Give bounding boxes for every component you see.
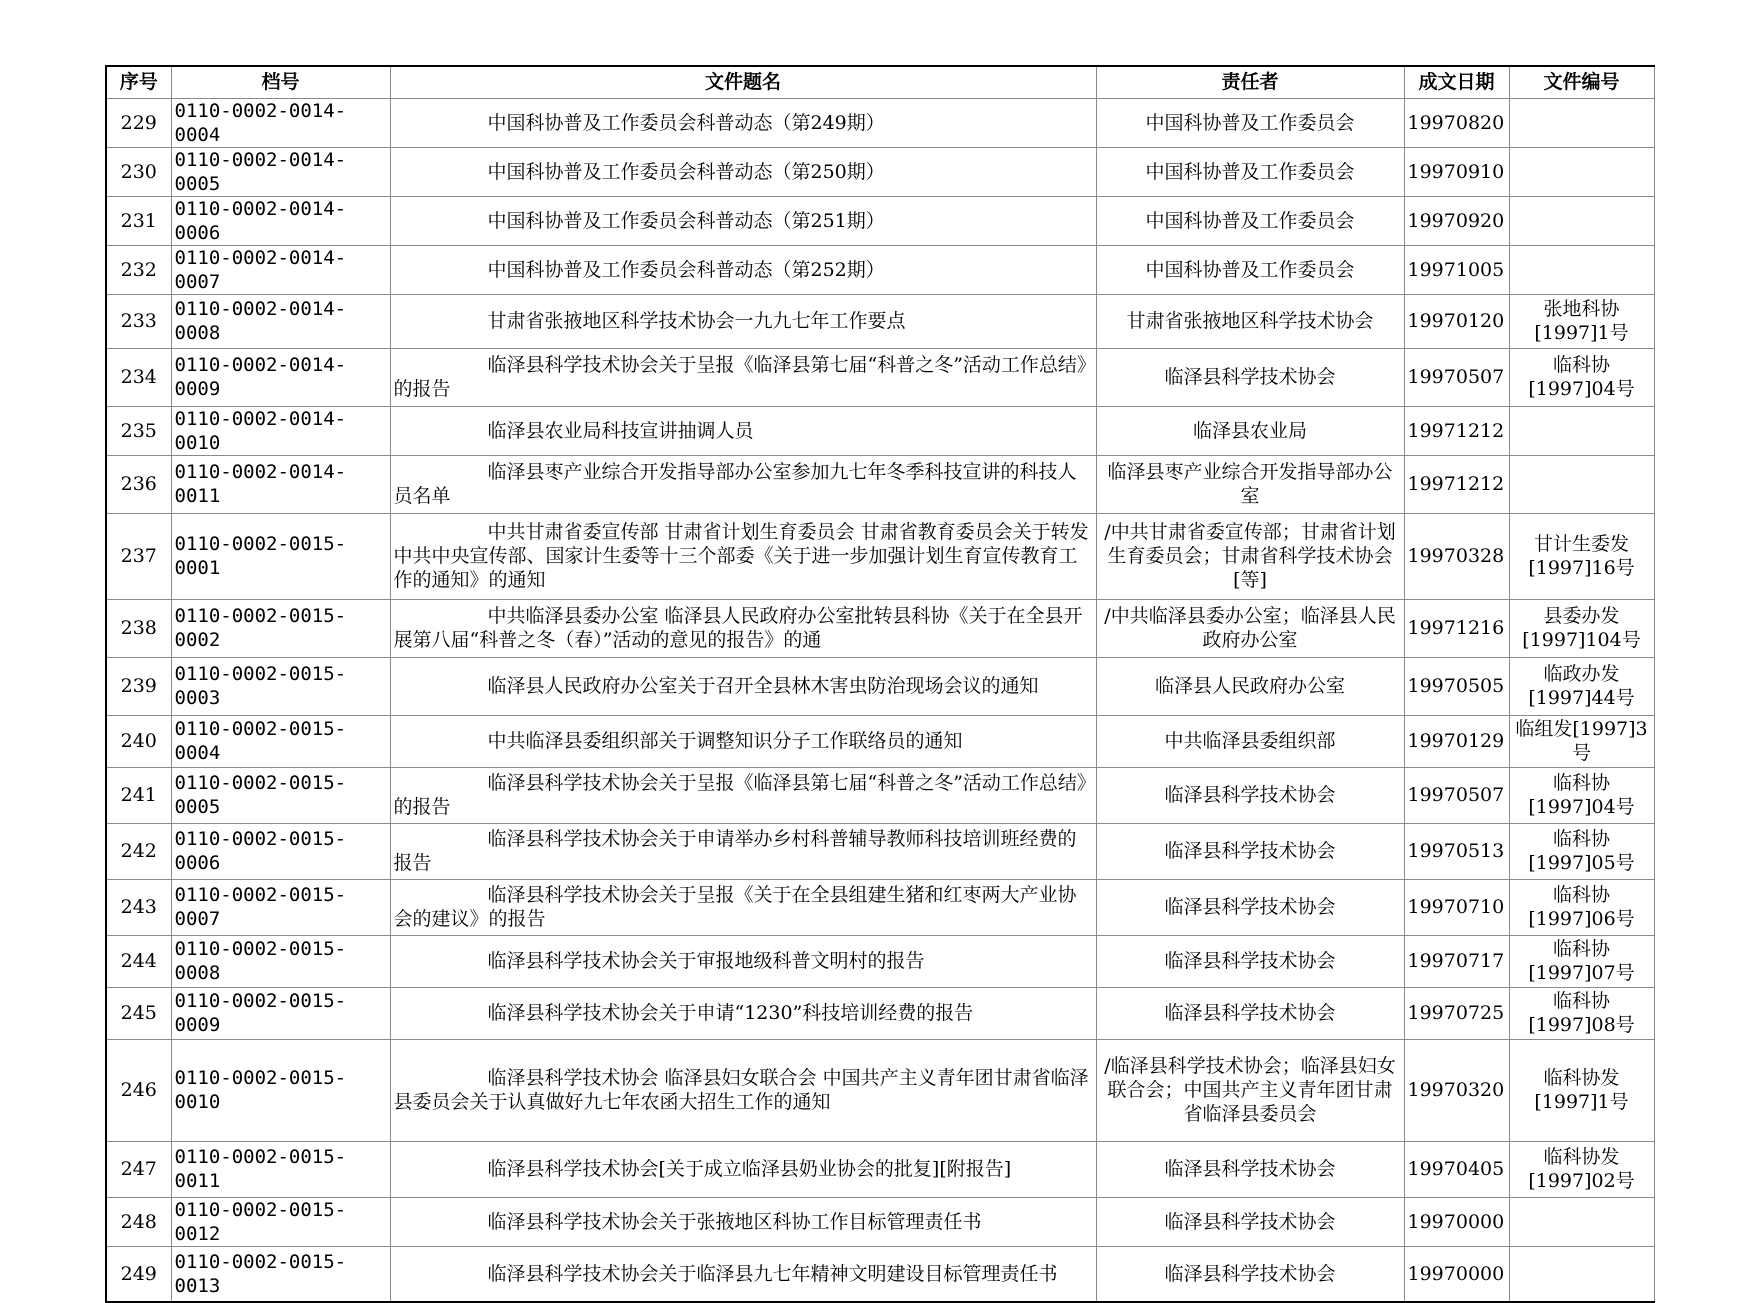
cell-document-date: 19970000 [1404, 1246, 1509, 1302]
cell-responsible-party: 临泽县科学技术协会 [1096, 1246, 1404, 1302]
table-row [106, 767, 1654, 823]
cell-document-date: 19970320 [1404, 1039, 1509, 1141]
file-title-text: 中国科协普及工作委员会科普动态（第251期） [487, 209, 885, 232]
cell-file-title [390, 823, 1096, 879]
table-row [106, 245, 1654, 294]
file-title-text: 中国科协普及工作委员会科普动态（第249期） [487, 111, 885, 134]
cell-archive-number: 0110-0002-0015-0007 [171, 879, 390, 935]
cell-document-date: 19970129 [1404, 715, 1509, 767]
table-row [106, 935, 1654, 987]
cell-file-number: 临科协发[1997]02号 [1509, 1141, 1654, 1197]
archive-catalog-table [105, 65, 1655, 1303]
table-row [106, 147, 1654, 196]
cell-file-number [1509, 1197, 1654, 1246]
cell-archive-number: 0110-0002-0015-0010 [171, 1039, 390, 1141]
file-title-text: 临泽县科学技术协会关于张掖地区科协工作目标管理责任书 [487, 1210, 982, 1233]
cell-file-title [390, 1039, 1096, 1141]
cell-file-title [390, 196, 1096, 245]
file-title-text: 临泽县枣产业综合开发指导部办公室参加九七年冬季科技宣讲的科技人员名单 [393, 461, 1077, 507]
header-file-title: 文件题名 [390, 66, 1096, 98]
table-row [106, 513, 1654, 599]
cell-archive-number: 0110-0002-0014-0010 [171, 406, 390, 455]
table-row [106, 879, 1654, 935]
cell-archive-number: 0110-0002-0014-0007 [171, 245, 390, 294]
cell-document-date: 19970328 [1404, 513, 1509, 599]
cell-document-date: 19970910 [1404, 147, 1509, 196]
table-row [106, 98, 1654, 147]
cell-document-date: 19970507 [1404, 348, 1509, 406]
cell-file-number: 甘计生委发[1997]16号 [1509, 513, 1654, 599]
cell-seq: 243 [106, 879, 171, 935]
cell-responsible-party: 中国科协普及工作委员会 [1096, 245, 1404, 294]
cell-seq: 233 [106, 294, 171, 348]
file-title-text: 临泽县科学技术协会关于呈报《临泽县第七届“科普之冬”活动工作总结》的报告 [393, 354, 1087, 400]
cell-file-title [390, 599, 1096, 657]
cell-responsible-party: /中共甘肃省委宣传部；甘肃省计划生育委员会；甘肃省科学技术协会[等] [1096, 513, 1404, 599]
table-row [106, 406, 1654, 455]
cell-file-title [390, 1141, 1096, 1197]
file-title-text: 中国科协普及工作委员会科普动态（第250期） [487, 160, 885, 183]
cell-file-title [390, 348, 1096, 406]
cell-responsible-party: /中共临泽县委办公室；临泽县人民政府办公室 [1096, 599, 1404, 657]
cell-file-title [390, 455, 1096, 513]
cell-document-date: 19971005 [1404, 245, 1509, 294]
cell-archive-number: 0110-0002-0015-0004 [171, 715, 390, 767]
file-title-text: 临泽县科学技术协会关于审报地级科普文明村的报告 [487, 950, 925, 972]
file-title-text: 中共临泽县委组织部关于调整知识分子工作联络员的通知 [487, 730, 963, 752]
cell-responsible-party: 临泽县枣产业综合开发指导部办公室 [1096, 455, 1404, 513]
file-title-text: 中共甘肃省委宣传部 甘肃省计划生育委员会 甘肃省教育委员会关于转发中共中央宣传部、国家计生委等十三个部委《关于进一步加强计划生育宣传教育工作的通知》的通知 [393, 521, 1089, 591]
table-row [106, 987, 1654, 1039]
cell-seq: 237 [106, 513, 171, 599]
cell-file-number [1509, 406, 1654, 455]
file-title-text: 临泽县科学技术协会 临泽县妇女联合会 中国共产主义青年团甘肃省临泽县委员会关于认真做好九七年农函大招生工作的通知 [393, 1067, 1089, 1113]
cell-document-date: 19970717 [1404, 935, 1509, 987]
cell-file-number: 临科协发[1997]1号 [1509, 1039, 1654, 1141]
cell-responsible-party: 中国科协普及工作委员会 [1096, 196, 1404, 245]
table-row [106, 657, 1654, 715]
cell-seq: 231 [106, 196, 171, 245]
cell-responsible-party: 临泽县科学技术协会 [1096, 1197, 1404, 1246]
file-title-text: 临泽县科学技术协会关于临泽县九七年精神文明建设目标管理责任书 [487, 1262, 1058, 1285]
file-title-text: 临泽县科学技术协会[关于成立临泽县奶业协会的批复][附报告] [487, 1158, 1012, 1180]
header-document-date: 成文日期 [1404, 66, 1509, 98]
cell-seq: 242 [106, 823, 171, 879]
cell-responsible-party: 临泽县科学技术协会 [1096, 1141, 1404, 1197]
cell-file-number [1509, 1246, 1654, 1302]
file-title-text: 临泽县科学技术协会关于呈报《临泽县第七届“科普之冬”活动工作总结》的报告 [393, 772, 1087, 818]
header-responsible-party: 责任者 [1096, 66, 1404, 98]
table-row [106, 599, 1654, 657]
cell-document-date: 19970405 [1404, 1141, 1509, 1197]
cell-document-date: 19970000 [1404, 1197, 1509, 1246]
table-row [106, 823, 1654, 879]
cell-responsible-party: 临泽县科学技术协会 [1096, 935, 1404, 987]
cell-seq: 248 [106, 1197, 171, 1246]
cell-responsible-party: /临泽县科学技术协会；临泽县妇女联合会；中国共产主义青年团甘肃省临泽县委员会 [1096, 1039, 1404, 1141]
cell-seq: 236 [106, 455, 171, 513]
table-body [106, 98, 1654, 1302]
cell-seq: 229 [106, 98, 171, 147]
cell-seq: 230 [106, 147, 171, 196]
cell-file-number: 张地科协[1997]1号 [1509, 294, 1654, 348]
cell-archive-number: 0110-0002-0015-0008 [171, 935, 390, 987]
cell-document-date: 19970725 [1404, 987, 1509, 1039]
cell-responsible-party: 临泽县科学技术协会 [1096, 879, 1404, 935]
table-row [106, 1141, 1654, 1197]
cell-file-title [390, 406, 1096, 455]
cell-file-number: 临科协[1997]04号 [1509, 767, 1654, 823]
cell-seq: 245 [106, 987, 171, 1039]
cell-archive-number: 0110-0002-0015-0002 [171, 599, 390, 657]
cell-seq: 247 [106, 1141, 171, 1197]
cell-document-date: 19970710 [1404, 879, 1509, 935]
cell-document-date: 19970820 [1404, 98, 1509, 147]
cell-document-date: 19970120 [1404, 294, 1509, 348]
header-file-number: 文件编号 [1509, 66, 1654, 98]
cell-responsible-party: 临泽县科学技术协会 [1096, 823, 1404, 879]
cell-archive-number: 0110-0002-0015-0006 [171, 823, 390, 879]
table-row [106, 294, 1654, 348]
cell-archive-number: 0110-0002-0015-0011 [171, 1141, 390, 1197]
cell-archive-number: 0110-0002-0014-0004 [171, 98, 390, 147]
cell-file-number: 县委办发[1997]104号 [1509, 599, 1654, 657]
cell-seq: 249 [106, 1246, 171, 1302]
cell-seq: 246 [106, 1039, 171, 1141]
cell-archive-number: 0110-0002-0014-0006 [171, 196, 390, 245]
table-row [106, 1039, 1654, 1141]
cell-document-date: 19970507 [1404, 767, 1509, 823]
cell-responsible-party: 中国科协普及工作委员会 [1096, 98, 1404, 147]
cell-archive-number: 0110-0002-0014-0009 [171, 348, 390, 406]
cell-file-title [390, 294, 1096, 348]
cell-file-title [390, 767, 1096, 823]
cell-responsible-party: 临泽县科学技术协会 [1096, 348, 1404, 406]
cell-seq: 239 [106, 657, 171, 715]
cell-document-date: 19970513 [1404, 823, 1509, 879]
file-title-text: 临泽县农业局科技宣讲抽调人员 [487, 419, 754, 442]
file-title-text: 临泽县人民政府办公室关于召开全县林木害虫防治现场会议的通知 [487, 675, 1039, 697]
cell-archive-number: 0110-0002-0015-0001 [171, 513, 390, 599]
cell-file-number [1509, 455, 1654, 513]
file-title-text: 甘肃省张掖地区科学技术协会一九九七年工作要点 [487, 310, 906, 332]
cell-document-date: 19970920 [1404, 196, 1509, 245]
cell-file-title [390, 245, 1096, 294]
cell-file-number: 临科协[1997]04号 [1509, 348, 1654, 406]
cell-archive-number: 0110-0002-0015-0003 [171, 657, 390, 715]
table-header [106, 66, 1654, 98]
cell-file-number: 临科协[1997]05号 [1509, 823, 1654, 879]
table-row [106, 455, 1654, 513]
cell-file-title [390, 98, 1096, 147]
file-title-text: 中国科协普及工作委员会科普动态（第252期） [487, 258, 885, 281]
cell-responsible-party: 临泽县人民政府办公室 [1096, 657, 1404, 715]
header-seq: 序号 [106, 66, 171, 98]
cell-file-number: 临组发[1997]3号 [1509, 715, 1654, 767]
table-row [106, 348, 1654, 406]
file-title-text: 临泽县科学技术协会关于申请举办乡村科普辅导教师科技培训班经费的报告 [393, 828, 1077, 874]
cell-document-date: 19970505 [1404, 657, 1509, 715]
cell-file-number: 临科协[1997]06号 [1509, 879, 1654, 935]
cell-file-title [390, 657, 1096, 715]
cell-archive-number: 0110-0002-0014-0011 [171, 455, 390, 513]
cell-file-title [390, 935, 1096, 987]
cell-seq: 235 [106, 406, 171, 455]
cell-file-title [390, 513, 1096, 599]
cell-document-date: 19971216 [1404, 599, 1509, 657]
cell-responsible-party: 甘肃省张掖地区科学技术协会 [1096, 294, 1404, 348]
cell-archive-number: 0110-0002-0014-0008 [171, 294, 390, 348]
cell-responsible-party: 中共临泽县委组织部 [1096, 715, 1404, 767]
cell-file-number: 临科协[1997]07号 [1509, 935, 1654, 987]
cell-archive-number: 0110-0002-0015-0009 [171, 987, 390, 1039]
cell-seq: 234 [106, 348, 171, 406]
cell-document-date: 19971212 [1404, 406, 1509, 455]
cell-responsible-party: 临泽县科学技术协会 [1096, 767, 1404, 823]
cell-responsible-party: 临泽县农业局 [1096, 406, 1404, 455]
cell-archive-number: 0110-0002-0015-0012 [171, 1197, 390, 1246]
cell-file-number: 临政办发[1997]44号 [1509, 657, 1654, 715]
cell-archive-number: 0110-0002-0015-0013 [171, 1246, 390, 1302]
table-row [106, 1197, 1654, 1246]
cell-seq: 244 [106, 935, 171, 987]
file-title-text: 中共临泽县委办公室 临泽县人民政府办公室批转县科协《关于在全县开展第八届“科普之冬（春）”活动的意见的报告》的通 [393, 605, 1083, 651]
cell-document-date: 19971212 [1404, 455, 1509, 513]
table-row [106, 196, 1654, 245]
table-row [106, 1246, 1654, 1302]
file-title-text: 临泽县科学技术协会关于呈报《关于在全县组建生猪和红枣两大产业协会的建议》的报告 [393, 884, 1077, 930]
table-row [106, 715, 1654, 767]
cell-seq: 240 [106, 715, 171, 767]
header-archive-number: 档号 [171, 66, 390, 98]
cell-file-title [390, 1246, 1096, 1302]
cell-file-number [1509, 98, 1654, 147]
cell-file-title [390, 1197, 1096, 1246]
cell-seq: 238 [106, 599, 171, 657]
cell-file-title [390, 987, 1096, 1039]
cell-seq: 241 [106, 767, 171, 823]
cell-archive-number: 0110-0002-0014-0005 [171, 147, 390, 196]
cell-archive-number: 0110-0002-0015-0005 [171, 767, 390, 823]
cell-seq: 232 [106, 245, 171, 294]
cell-file-title [390, 147, 1096, 196]
cell-file-title [390, 715, 1096, 767]
file-title-text: 临泽县科学技术协会关于申请“1230”科技培训经费的报告 [487, 1002, 974, 1024]
cell-responsible-party: 中国科协普及工作委员会 [1096, 147, 1404, 196]
cell-responsible-party: 临泽县科学技术协会 [1096, 987, 1404, 1039]
cell-file-number [1509, 147, 1654, 196]
cell-file-number [1509, 196, 1654, 245]
cell-file-number: 临科协[1997]08号 [1509, 987, 1654, 1039]
cell-file-number [1509, 245, 1654, 294]
cell-file-title [390, 879, 1096, 935]
